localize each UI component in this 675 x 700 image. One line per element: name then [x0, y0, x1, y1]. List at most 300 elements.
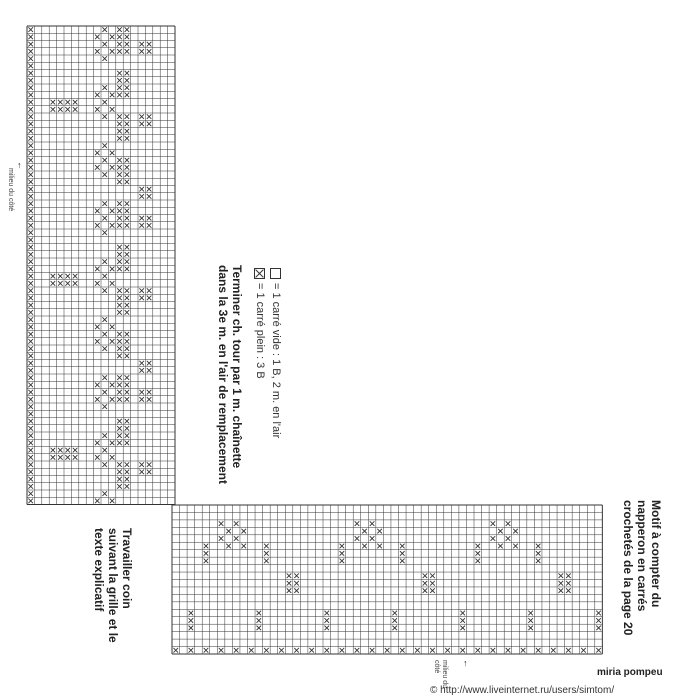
cross-mark: [139, 296, 144, 301]
cross-mark: [596, 626, 601, 631]
cross-mark: [125, 470, 130, 475]
cross-mark: [125, 245, 130, 250]
cross-mark: [430, 588, 435, 593]
cross-mark: [309, 648, 314, 653]
cross-mark: [536, 544, 541, 549]
cross-mark: [95, 441, 100, 446]
cross-mark: [73, 281, 78, 286]
cross-mark: [475, 544, 480, 549]
cross-mark: [117, 267, 122, 272]
cross-mark: [117, 136, 122, 141]
cross-mark: [28, 27, 33, 32]
cross-mark: [117, 223, 122, 228]
cross-mark: [28, 361, 33, 366]
cross-mark: [28, 332, 33, 337]
cross-mark: [117, 35, 122, 40]
cross-mark: [294, 573, 299, 578]
cross-mark: [147, 368, 152, 373]
cross-mark: [147, 114, 152, 119]
cross-mark: [95, 165, 100, 170]
cross-mark: [139, 122, 144, 127]
cross-mark: [51, 274, 56, 279]
cross-mark: [28, 455, 33, 460]
cross-mark: [28, 383, 33, 388]
cross-mark: [73, 274, 78, 279]
cross-mark: [125, 122, 130, 127]
cross-mark: [324, 618, 329, 623]
cross-mark: [415, 648, 420, 653]
cross-mark: [125, 339, 130, 344]
cross-mark: [173, 648, 178, 653]
cross-mark: [28, 230, 33, 235]
cross-mark: [117, 71, 122, 76]
cross-mark: [102, 346, 107, 351]
cross-mark: [219, 536, 224, 541]
cross-mark: [287, 588, 292, 593]
cross-mark: [102, 143, 107, 148]
cross-mark: [147, 42, 152, 47]
cross-mark: [28, 42, 33, 47]
cross-mark: [581, 648, 586, 653]
cross-mark: [460, 626, 465, 631]
cross-mark: [566, 573, 571, 578]
cross-mark: [204, 551, 209, 556]
cross-mark: [423, 588, 428, 593]
cross-mark: [559, 581, 564, 586]
cross-mark: [117, 114, 122, 119]
cross-mark: [51, 455, 56, 460]
cross-mark: [566, 588, 571, 593]
cross-mark: [226, 544, 231, 549]
cross-mark: [139, 361, 144, 366]
cross-mark: [475, 551, 480, 556]
cross-mark: [139, 397, 144, 402]
cross-mark: [95, 499, 100, 504]
cross-mark: [73, 100, 78, 105]
cross-mark: [445, 648, 450, 653]
cross-mark: [65, 100, 70, 105]
cross-mark: [117, 375, 122, 380]
cross-mark: [102, 158, 107, 163]
cross-mark: [430, 581, 435, 586]
cross-mark: [125, 310, 130, 315]
cross-mark: [117, 383, 122, 388]
cross-mark: [125, 419, 130, 424]
cross-mark: [117, 433, 122, 438]
cross-mark: [28, 491, 33, 496]
cross-mark: [117, 477, 122, 482]
cross-mark: [58, 281, 63, 286]
cross-mark: [102, 27, 107, 32]
cross-mark: [257, 611, 262, 616]
cross-mark: [110, 499, 115, 504]
cross-mark: [117, 93, 122, 98]
cross-mark: [125, 288, 130, 293]
cross-mark: [125, 114, 130, 119]
cross-mark: [125, 78, 130, 83]
cross-mark: [536, 648, 541, 653]
cross-mark: [117, 129, 122, 134]
cross-mark: [219, 648, 224, 653]
cross-mark: [65, 281, 70, 286]
cross-mark: [117, 245, 122, 250]
cross-mark: [491, 536, 496, 541]
cross-mark: [28, 201, 33, 206]
cross-mark: [28, 78, 33, 83]
cross-mark: [28, 448, 33, 453]
cross-mark: [125, 49, 130, 54]
credit: miria pompeu: [597, 667, 663, 678]
cross-mark: [147, 223, 152, 228]
cross-mark: [102, 404, 107, 409]
cross-mark: [117, 165, 122, 170]
cross-mark: [423, 573, 428, 578]
cross-mark: [117, 346, 122, 351]
cross-mark: [28, 296, 33, 301]
cross-mark: [125, 484, 130, 489]
cross-mark: [536, 559, 541, 564]
legend-full: [253, 268, 267, 379]
cross-mark: [28, 404, 33, 409]
cross-mark: [147, 49, 152, 54]
cross-mark: [559, 588, 564, 593]
cross-mark: [125, 477, 130, 482]
cross-mark: [95, 93, 100, 98]
cross-mark: [110, 107, 115, 112]
motif-title: Motif à compter du napperon en carrés crochetés de la page 20: [621, 500, 663, 636]
cross-mark: [110, 151, 115, 156]
cross-mark: [28, 288, 33, 293]
cross-mark: [73, 455, 78, 460]
cross-mark: [125, 42, 130, 47]
cross-mark: [264, 648, 269, 653]
cross-mark: [28, 390, 33, 395]
cross-mark: [147, 296, 152, 301]
cross-mark: [28, 346, 33, 351]
cross-mark: [28, 281, 33, 286]
cross-mark: [513, 544, 518, 549]
cross-mark: [475, 559, 480, 564]
cross-mark: [257, 618, 262, 623]
cross-mark: [528, 611, 533, 616]
cross-mark: [513, 529, 518, 534]
cross-mark: [385, 648, 390, 653]
cross-mark: [362, 544, 367, 549]
cross-mark: [279, 648, 284, 653]
cross-mark: [125, 354, 130, 359]
cross-mark: [102, 201, 107, 206]
cross-mark: [28, 71, 33, 76]
cross-mark: [241, 544, 246, 549]
cross-mark: [65, 455, 70, 460]
cross-mark: [28, 122, 33, 127]
milieu-left-label: milieu du côté: [7, 168, 14, 212]
cross-mark: [370, 648, 375, 653]
crossed-square-icon: [254, 268, 265, 279]
cross-mark: [28, 238, 33, 243]
cross-mark: [102, 332, 107, 337]
cross-mark: [110, 397, 115, 402]
cross-mark: [257, 626, 262, 631]
cross-mark: [117, 27, 122, 32]
cross-mark: [117, 201, 122, 206]
cross-mark: [110, 339, 115, 344]
cross-mark: [117, 332, 122, 337]
cross-mark: [28, 216, 33, 221]
cross-mark: [102, 274, 107, 279]
cross-mark: [125, 383, 130, 388]
cross-mark: [125, 129, 130, 134]
cross-mark: [28, 310, 33, 315]
cross-mark: [125, 303, 130, 308]
cross-mark: [147, 216, 152, 221]
cross-mark: [102, 216, 107, 221]
cross-mark: [491, 521, 496, 526]
cross-mark: [117, 419, 122, 424]
cross-mark: [28, 259, 33, 264]
cross-mark: [110, 49, 115, 54]
cross-mark: [110, 325, 115, 330]
cross-mark: [28, 187, 33, 192]
cross-mark: [125, 136, 130, 141]
cross-mark: [110, 455, 115, 460]
cross-mark: [95, 339, 100, 344]
cross-mark: [139, 288, 144, 293]
cross-mark: [377, 544, 382, 549]
cross-mark: [110, 209, 115, 214]
cross-mark: [28, 317, 33, 322]
cross-mark: [28, 252, 33, 257]
cross-mark: [460, 648, 465, 653]
cross-mark: [147, 122, 152, 127]
cross-mark: [294, 581, 299, 586]
cross-mark: [189, 618, 194, 623]
vertical-grid: [27, 26, 175, 505]
cross-mark: [117, 354, 122, 359]
cross-mark: [117, 49, 122, 54]
cross-mark: [234, 536, 239, 541]
cross-mark: [324, 611, 329, 616]
cross-mark: [287, 573, 292, 578]
cross-mark: [28, 143, 33, 148]
cross-mark: [400, 648, 405, 653]
cross-mark: [226, 529, 231, 534]
cross-mark: [147, 390, 152, 395]
cross-mark: [28, 325, 33, 330]
cross-mark: [147, 288, 152, 293]
cross-mark: [294, 588, 299, 593]
cross-mark: [506, 648, 511, 653]
cross-mark: [28, 484, 33, 489]
cross-mark: [139, 49, 144, 54]
cross-mark: [102, 390, 107, 395]
cross-mark: [28, 303, 33, 308]
cross-mark: [65, 107, 70, 112]
cross-mark: [28, 368, 33, 373]
cross-mark: [28, 49, 33, 54]
cross-mark: [95, 223, 100, 228]
cross-mark: [102, 85, 107, 90]
cross-mark: [28, 397, 33, 402]
cross-mark: [28, 477, 33, 482]
cross-mark: [102, 433, 107, 438]
cross-mark: [189, 648, 194, 653]
cross-mark: [117, 85, 122, 90]
cross-mark: [58, 274, 63, 279]
cross-mark: [139, 216, 144, 221]
cross-mark: [58, 107, 63, 112]
cross-mark: [324, 648, 329, 653]
cross-mark: [355, 521, 360, 526]
cross-mark: [370, 521, 375, 526]
cross-mark: [241, 529, 246, 534]
cross-mark: [28, 375, 33, 380]
cross-mark: [117, 470, 122, 475]
arrow-left-icon: ↑: [17, 160, 22, 170]
cross-mark: [117, 259, 122, 264]
cross-mark: [264, 559, 269, 564]
cross-mark: [28, 426, 33, 431]
cross-mark: [340, 559, 345, 564]
cross-mark: [102, 375, 107, 380]
cross-mark: [28, 274, 33, 279]
cross-mark: [219, 521, 224, 526]
arrow-bottom-icon: ↑: [463, 658, 468, 668]
cross-mark: [28, 35, 33, 40]
cross-mark: [117, 303, 122, 308]
cross-mark: [392, 626, 397, 631]
cross-mark: [28, 433, 33, 438]
cross-mark: [51, 448, 56, 453]
cross-mark: [117, 78, 122, 83]
cross-mark: [95, 267, 100, 272]
cross-mark: [125, 390, 130, 395]
cross-mark: [102, 288, 107, 293]
cross-mark: [551, 648, 556, 653]
cross-mark: [287, 581, 292, 586]
cross-mark: [95, 209, 100, 214]
source-url: © http://www.liveinternet.ru/users/simtom/: [430, 685, 615, 696]
cross-mark: [355, 536, 360, 541]
cross-mark: [475, 648, 480, 653]
cross-mark: [117, 122, 122, 127]
cross-mark: [117, 42, 122, 47]
cross-mark: [28, 354, 33, 359]
cross-mark: [28, 419, 33, 424]
cross-mark: [559, 573, 564, 578]
legend-empty-text: = 1 carré vide : 1 B, 2 m. en l'air: [270, 283, 282, 439]
cross-mark: [102, 259, 107, 264]
cross-mark: [521, 648, 526, 653]
cross-mark: [117, 310, 122, 315]
cross-mark: [596, 618, 601, 623]
cross-mark: [204, 648, 209, 653]
cross-mark: [491, 648, 496, 653]
cross-mark: [95, 107, 100, 112]
cross-mark: [377, 529, 382, 534]
cross-mark: [596, 648, 601, 653]
cross-mark: [28, 470, 33, 475]
cross-mark: [28, 151, 33, 156]
cross-mark: [28, 339, 33, 344]
cross-mark: [566, 648, 571, 653]
cross-mark: [139, 470, 144, 475]
cross-mark: [102, 491, 107, 496]
cross-mark: [125, 172, 130, 177]
cross-mark: [400, 551, 405, 556]
cross-mark: [125, 397, 130, 402]
cross-mark: [139, 223, 144, 228]
cross-mark: [117, 252, 122, 257]
cross-mark: [51, 281, 56, 286]
cross-mark: [566, 581, 571, 586]
cross-mark: [95, 397, 100, 402]
cross-mark: [117, 158, 122, 163]
cross-mark: [125, 27, 130, 32]
cross-mark: [392, 611, 397, 616]
cross-mark: [204, 559, 209, 564]
cross-mark: [362, 529, 367, 534]
cross-mark: [28, 172, 33, 177]
cross-mark: [58, 100, 63, 105]
cross-mark: [147, 187, 152, 192]
cross-mark: [189, 611, 194, 616]
cross-mark: [28, 209, 33, 214]
cross-mark: [28, 64, 33, 69]
cross-mark: [234, 521, 239, 526]
cross-mark: [125, 158, 130, 163]
cross-mark: [117, 288, 122, 293]
empty-square-icon: [270, 268, 281, 279]
cross-mark: [264, 551, 269, 556]
cross-mark: [139, 390, 144, 395]
cross-mark: [125, 209, 130, 214]
cross-mark: [58, 455, 63, 460]
cross-mark: [139, 368, 144, 373]
cross-mark: [423, 581, 428, 586]
cross-mark: [117, 180, 122, 185]
cross-mark: [528, 626, 533, 631]
cross-mark: [125, 462, 130, 467]
cross-mark: [28, 462, 33, 467]
cross-mark: [125, 375, 130, 380]
cross-mark: [28, 223, 33, 228]
cross-mark: [110, 383, 115, 388]
cross-mark: [102, 100, 107, 105]
cross-mark: [117, 296, 122, 301]
cross-mark: [102, 230, 107, 235]
cross-mark: [28, 100, 33, 105]
cross-mark: [125, 85, 130, 90]
cross-mark: [95, 35, 100, 40]
cross-mark: [125, 346, 130, 351]
cross-mark: [147, 361, 152, 366]
cross-mark: [117, 397, 122, 402]
cross-mark: [528, 618, 533, 623]
cross-mark: [95, 281, 100, 286]
cross-mark: [506, 521, 511, 526]
cross-mark: [28, 136, 33, 141]
cross-mark: [460, 611, 465, 616]
cross-mark: [125, 259, 130, 264]
cross-mark: [294, 648, 299, 653]
cross-mark: [125, 165, 130, 170]
cross-mark: [110, 223, 115, 228]
cross-mark: [125, 426, 130, 431]
cross-mark: [147, 470, 152, 475]
cross-mark: [147, 397, 152, 402]
cross-mark: [264, 544, 269, 549]
